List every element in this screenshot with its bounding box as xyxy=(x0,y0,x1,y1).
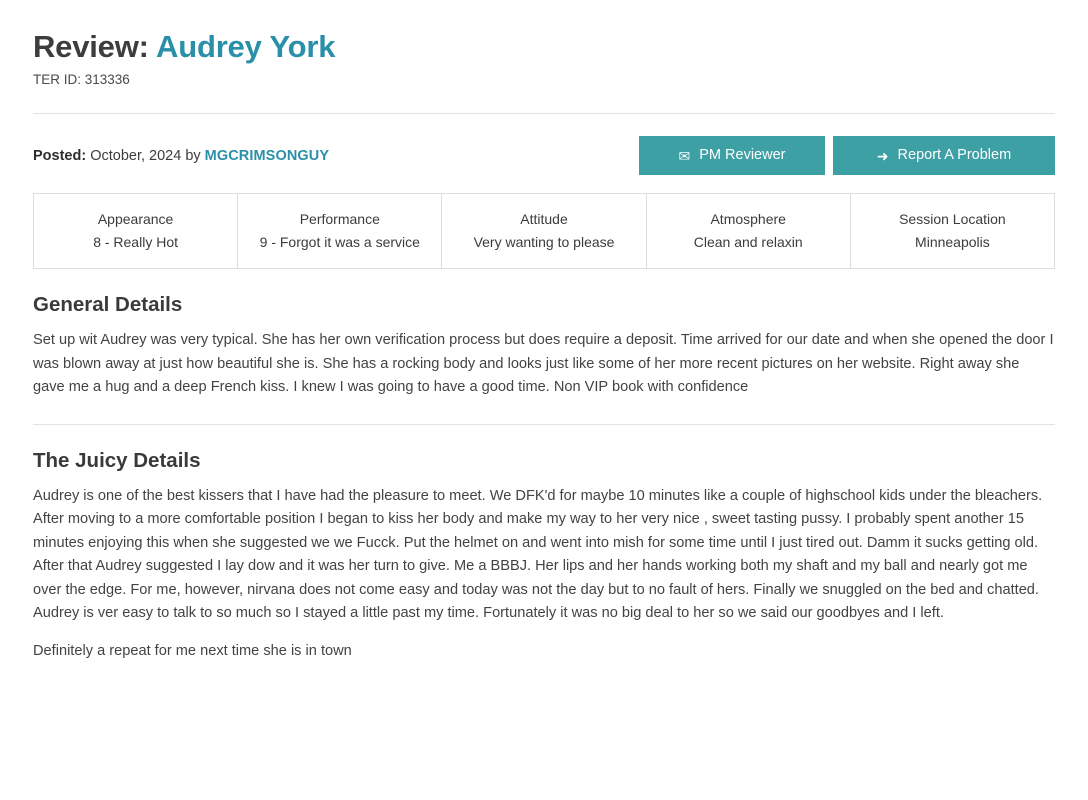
juicy-details-paragraph-1: Audrey is one of the best kissers that I have had the pleasure to meet. We DFK'd for maybe 10 minutes like a couple of highschool kids under the bleachers. After moving to a more comfortable position I began to kiss her body and make my way to her very nice , sweet tasting pussy. I probably spent another 15 minutes enjoying this when she suggested we we Fucck. Put the helmet on and went into mish for some time until I just tired out. Damm it sucks getting old. After that Audrey suggested I lay dow and it was her turn to give. Me a BBBJ. Her lips and her hands working both my shaft and my ball and nearly got me over the edge. For me, however, nirvana does not come easy and today was not the day but to no fault of hers. Finally we snuggled on the bed and chatted. Audrey is ver easy to talk to so much so I stayed a little past my time. Fortunately it was no big deal to her so we said our goodbyes and I left. xyxy=(33,487,1043,622)
rating-value: 8 - Really Hot xyxy=(93,234,178,251)
rating-label: Attitude xyxy=(520,211,568,228)
rating-performance xyxy=(238,194,442,268)
rating-label: Appearance xyxy=(97,211,174,228)
rating-value: 9 - Forgot it was a service xyxy=(259,234,420,251)
general-details-text: Set up wit Audrey was very typical. She has her own verification process but does require a deposit. Time arrived for our date and when she opened the door I was blown away at just how beautiful she is. She has a rocking body and looks just like some of her more recent pictures on her website. Right away she gave me a hug and a deep French kiss. I knew I was going to have a good time. Non VIP book with confidence xyxy=(33,332,1054,396)
rating-value: Clean and relaxin xyxy=(693,234,803,251)
rating-label: Atmosphere xyxy=(710,211,786,228)
report-problem-label: Report A Problem xyxy=(897,147,1012,164)
posted-row xyxy=(33,136,1055,175)
reviewer-username-link[interactable]: MGCRIMSONGUY xyxy=(204,147,330,164)
rating-attitude xyxy=(442,194,646,268)
action-buttons xyxy=(639,136,1055,175)
ter-id: TER ID: 313336 xyxy=(33,72,130,88)
posted-date: October, 2024 by xyxy=(90,147,201,164)
ratings-table xyxy=(33,193,1055,269)
rating-value: Very wanting to please xyxy=(473,234,615,251)
posted-info xyxy=(33,148,329,164)
envelope-icon: ✉ xyxy=(678,147,691,164)
arrow-icon: ➜ xyxy=(876,147,889,164)
juicy-details-heading: The Juicy Details xyxy=(33,448,201,472)
juicy-details-paragraph-2: Definitely a repeat for me next time she is in town xyxy=(33,642,352,659)
report-problem-button[interactable] xyxy=(833,136,1055,175)
section-divider xyxy=(33,424,1055,425)
general-details-heading: General Details xyxy=(33,293,183,317)
pm-reviewer-button[interactable] xyxy=(639,136,825,175)
rating-value: Minneapolis xyxy=(915,234,990,251)
provider-name-link[interactable]: Audrey York xyxy=(156,29,336,64)
rating-appearance xyxy=(34,194,238,268)
rating-label: Performance xyxy=(299,211,380,228)
posted-label: Posted: xyxy=(33,147,87,164)
review-header xyxy=(33,0,1055,87)
page-title xyxy=(33,28,1055,65)
rating-atmosphere xyxy=(647,194,851,268)
rating-label: Session Location xyxy=(899,211,1006,228)
rating-session-location xyxy=(851,194,1054,268)
pm-reviewer-label: PM Reviewer xyxy=(699,147,786,164)
page-title-prefix: Review: xyxy=(33,29,149,64)
header-divider xyxy=(33,113,1055,114)
page-left-edge xyxy=(0,0,3,800)
